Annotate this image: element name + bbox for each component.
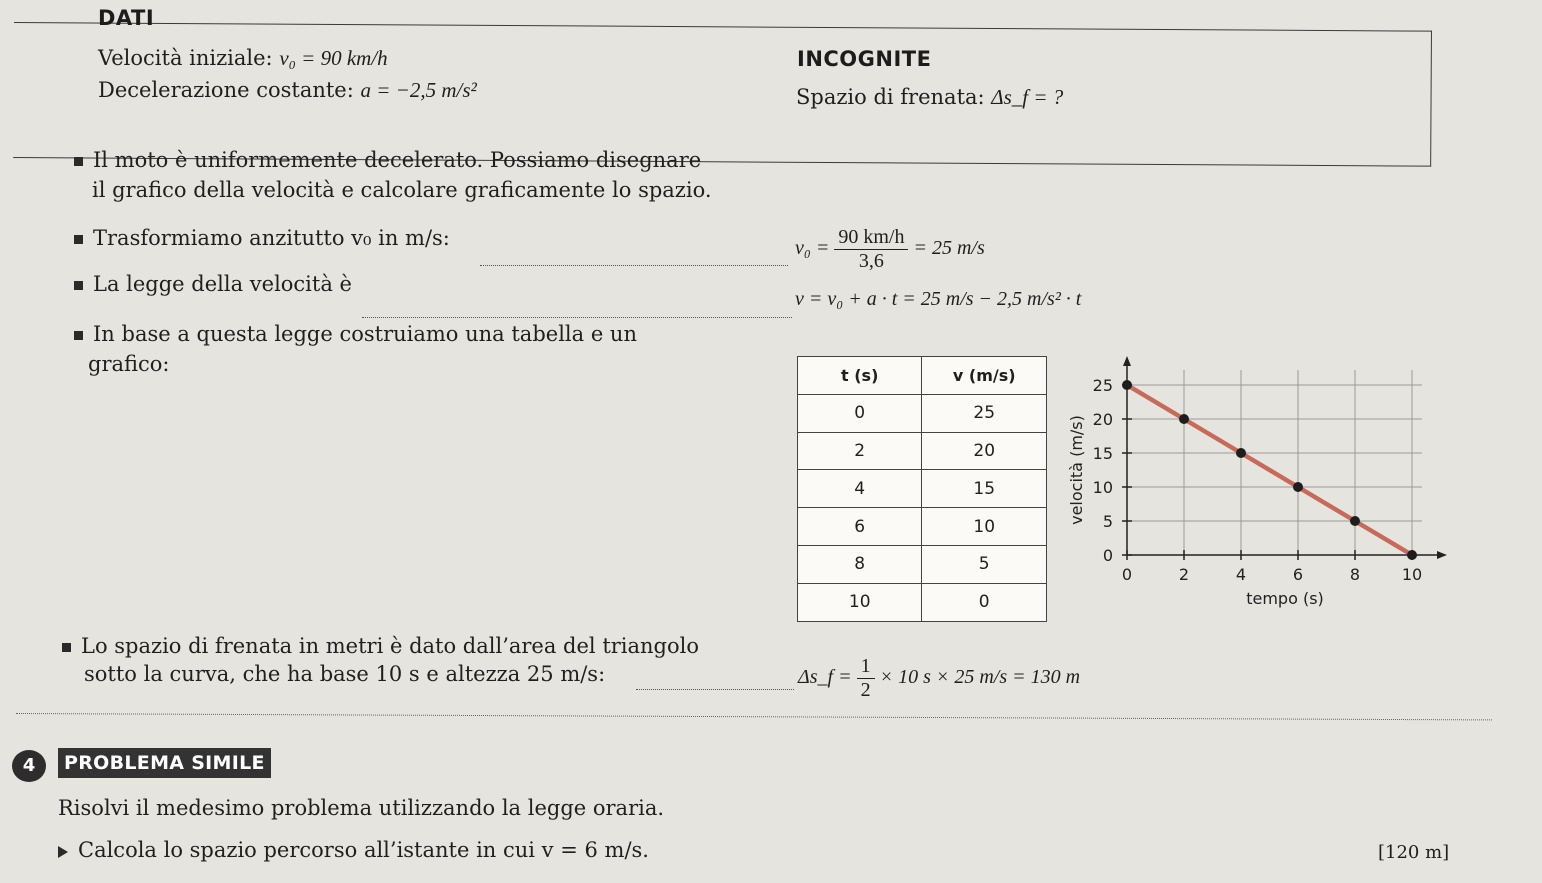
x-axis-label: tempo (s) — [1246, 589, 1324, 608]
bullet-square-icon — [74, 331, 83, 340]
y-tick-label: 25 — [1092, 376, 1113, 395]
incognite-label: Spazio di frenata: — [796, 85, 985, 109]
y-tick-label: 5 — [1102, 512, 1113, 531]
table-cell: 15 — [922, 470, 1047, 508]
decel-label: Decelerazione costante: — [98, 78, 354, 102]
formula-lhs: v₀ = — [795, 237, 830, 260]
table-header-row — [798, 357, 1047, 395]
x-axis-arrow-icon — [1437, 551, 1447, 559]
incognite-line — [796, 85, 1063, 110]
v0-expr: v₀ = 90 km/h — [279, 46, 388, 70]
formula-fraction: $\frac{90 km/h}{3,6}$ — [834, 226, 908, 273]
formula-fraction: $\frac{1}{2}$ — [857, 655, 875, 702]
incognite-header: INCOGNITE — [797, 47, 932, 71]
bullet-square-icon — [74, 157, 83, 166]
x-tick-label: 6 — [1292, 565, 1304, 584]
formula-rhs: × 10 s × 25 m/s = 130 m — [879, 666, 1081, 689]
table-row — [798, 508, 1047, 546]
step3-formula: v = v₀ + a · t = 25 m/s − 2,5 m/s² · t — [795, 288, 1082, 310]
problem-title-banner: PROBLEMA SIMILE — [58, 748, 271, 778]
step2-text: Trasformiamo anzitutto v₀ in m/s: — [74, 226, 450, 250]
bullet-square-icon — [74, 235, 83, 244]
y-tick-label: 0 — [1102, 546, 1113, 565]
chart-ticks — [1093, 376, 1423, 584]
problem-number-badge: 4 — [12, 750, 46, 782]
table-cell: 25 — [922, 394, 1047, 432]
step4-line2: grafico: — [88, 352, 170, 376]
problem-answer: [120 m] — [1378, 842, 1450, 863]
data-point — [1407, 550, 1417, 560]
table-cell: 20 — [922, 432, 1047, 470]
velocity-table — [797, 356, 1047, 622]
table-row — [798, 583, 1047, 621]
series-line — [1127, 385, 1412, 555]
table-cell: 10 — [798, 583, 922, 621]
decel-expr: a = −2,5 m/s² — [360, 78, 477, 102]
table-cell: 2 — [798, 432, 922, 470]
x-tick-label: 10 — [1401, 565, 1423, 584]
velocity-chart — [1055, 350, 1455, 620]
table-header-cell: v (m/s) — [922, 357, 1047, 395]
problem-task: Calcola lo spazio percorso all’istante in cui v = 6 m/s. — [58, 838, 649, 862]
problem-statement: Risolvi il medesimo problema utilizzando la legge oraria. — [58, 796, 665, 820]
table-row — [798, 545, 1047, 583]
table-row — [798, 394, 1047, 432]
incognite-expr: Δs_f = ? — [991, 85, 1064, 109]
data-point — [1293, 482, 1303, 492]
data-point — [1179, 414, 1189, 424]
step5-line1: Lo spazio di frenata in metri è dato dall’area del triangolo — [62, 634, 699, 658]
table-cell: 6 — [798, 508, 922, 546]
table-cell: 0 — [798, 394, 922, 432]
data-point — [1350, 516, 1360, 526]
table-row — [798, 470, 1047, 508]
x-tick-label: 8 — [1349, 565, 1361, 584]
step5-formula — [798, 655, 1080, 702]
chart-grid — [1127, 370, 1422, 555]
step1-line2: il grafico della velocità e calcolare graficamente lo spazio. — [92, 178, 712, 202]
table-header-cell: t (s) — [798, 357, 922, 395]
bullet-square-icon — [62, 643, 71, 652]
table-cell: 10 — [922, 508, 1047, 546]
table-cell: 8 — [798, 545, 922, 583]
data-point — [1122, 380, 1132, 390]
table-cell: 4 — [798, 470, 922, 508]
table-cell: 5 — [922, 545, 1047, 583]
table-row — [798, 432, 1047, 470]
x-tick-label: 2 — [1178, 565, 1190, 584]
chart-axes — [1123, 356, 1447, 559]
dotted-leader — [636, 670, 794, 690]
y-tick-label: 10 — [1092, 478, 1113, 497]
y-tick-label: 20 — [1092, 410, 1113, 429]
table-cell: 0 — [922, 583, 1047, 621]
bullet-triangle-icon — [58, 846, 68, 858]
v0-line — [98, 46, 388, 71]
chart-series — [1122, 380, 1417, 560]
dotted-leader — [362, 298, 792, 318]
step1-line1: Il moto è uniformemente decelerato. Possiamo disegnare — [74, 148, 701, 172]
step3-text: La legge della velocità è — [74, 272, 352, 296]
dati-header: DATI — [98, 6, 155, 30]
y-axis-label: velocità (m/s) — [1067, 415, 1086, 525]
step4-line1: In base a questa legge costruiamo una tabella e un — [74, 322, 637, 346]
y-axis-arrow-icon — [1123, 356, 1131, 366]
section-separator — [16, 713, 1492, 720]
y-tick-label: 15 — [1092, 444, 1113, 463]
formula-lhs: Δs_f = — [798, 666, 852, 689]
v0-label: Velocità iniziale: — [98, 46, 273, 70]
step5-line2: sotto la curva, che ha base 10 s e altezza 25 m/s: — [84, 662, 606, 686]
x-tick-label: 4 — [1235, 565, 1247, 584]
step2-formula — [795, 226, 985, 273]
bullet-square-icon — [74, 281, 83, 290]
decel-line — [98, 78, 477, 103]
formula-rhs: = 25 m/s — [913, 237, 985, 260]
dotted-leader — [480, 248, 788, 266]
x-tick-label: 0 — [1121, 565, 1133, 584]
data-point — [1236, 448, 1246, 458]
